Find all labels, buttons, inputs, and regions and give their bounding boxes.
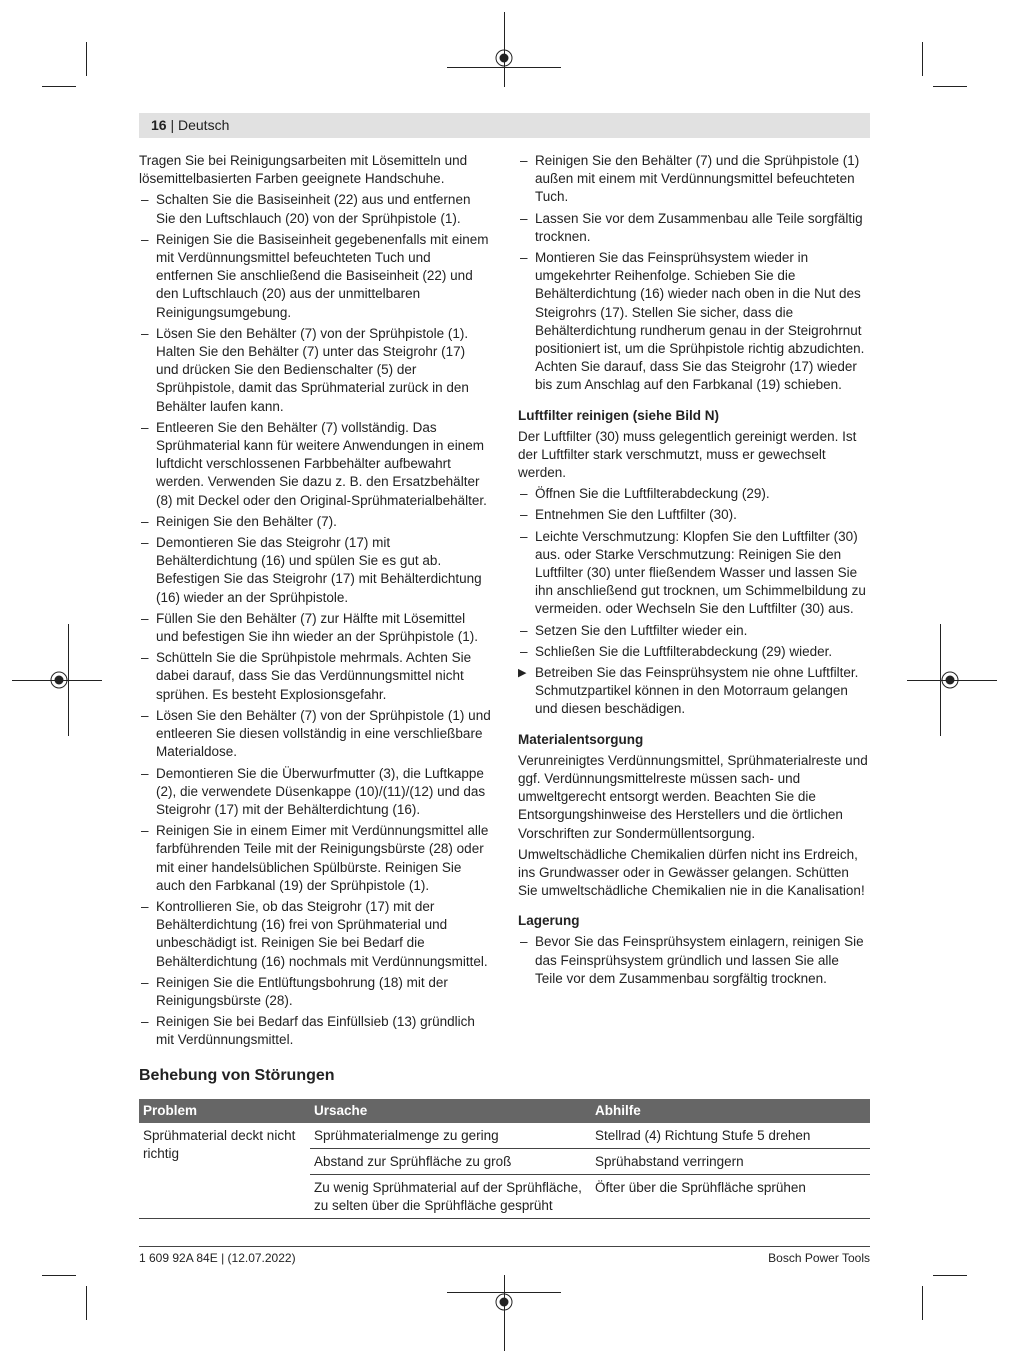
page-footer (139, 1246, 870, 1266)
list-item: – Reinigen Sie die Entlüftungsbohrung (18) mit der Reinigungsbürste (28). (139, 974, 491, 1010)
troubleshooting-table (139, 1099, 870, 1219)
problem-cell: Sprühmaterial deckt nicht richtig (139, 1123, 310, 1219)
registration-target-icon (495, 49, 513, 67)
disposal-paragraph: Umweltschädliche Chemikalien dürfen nicht ins Erdreich, ins Grundwasser oder in Gewässer gelangen. Schütten Sie umweltschädliche Chemikalien nie in die Kanalisation! (518, 846, 865, 899)
air-filter-intro: Der Luftfilter (30) muss gelegentlich gereinigt werden. Ist der Luftfilter stark verschmutzt, muss er gewechselt werden. (518, 428, 857, 481)
brand-name: Bosch Power Tools (768, 1251, 870, 1265)
list-item: – Lösen Sie den Behälter (7) von der Sprühpistole (1) und entleeren Sie diesen vollständig in eine verschließbare Materialdose. (139, 707, 491, 762)
troubleshooting-title: Behebung von Störungen (139, 1067, 335, 1084)
section-heading-storage: Lagerung (518, 913, 580, 929)
table-row (139, 1123, 870, 1149)
list-item: – Leichte Verschmutzung: Klopfen Sie den Luftfilter (30) aus. oder Starke Verschmutzung: Reinigen Sie den Luftfilter (30) unter fließendem Wasser und lassen Sie ihn anschließend gut trocknen, um Schimmelbildung zu vermeiden. oder Wechseln Sie den Luftfilter (30) aus. (518, 528, 870, 619)
remedy-cell: Öfter über die Sprühfläche sprühen (591, 1175, 870, 1219)
column-header: Ursache (310, 1099, 591, 1123)
registration-target-icon (495, 1293, 513, 1311)
registration-line (68, 624, 69, 736)
remedy-cell: Stellrad (4) Richtung Stufe 5 drehen (591, 1123, 870, 1149)
list-item: – Lösen Sie den Behälter (7) von der Sprühpistole (1). Halten Sie den Behälter (7) unter das Steigrohr (17) und drücken Sie den Bedienschalter (5) der Sprühpistole, damit das Sprühmaterial zurück in den Behälter laufen kann. (139, 325, 491, 416)
document-number: 1 609 92A 84E | (12.07.2022) (139, 1251, 296, 1265)
list-item: – Bevor Sie das Feinsprühsystem einlagern, reinigen Sie das Feinsprühsystem gründlich und lassen Sie alle Teile vor dem Zusammenbau sorgfältig trocknen. (518, 933, 870, 988)
registration-target-icon (941, 671, 959, 689)
crop-mark (933, 86, 967, 87)
right-column (518, 152, 870, 991)
cause-cell: Abstand zur Sprühfläche zu groß (310, 1149, 591, 1175)
remedy-cell: Sprühabstand verringern (591, 1149, 870, 1175)
warning-item: ▶ Betreiben Sie das Feinsprühsystem nie ohne Luftfilter. Schmutzpartikel können in den Motorraum gelangen und diesen beschädigen. (518, 664, 870, 719)
list-item: – Füllen Sie den Behälter (7) zur Hälfte mit Lösemittel und befestigen Sie ihn wieder an der Sprühpistole (1). (139, 610, 491, 646)
list-item: – Reinigen Sie in einem Eimer mit Verdünnungsmittel alle farbführenden Teile mit der Reinigungsbürste (28) oder mit einer handelsüblichen Spülbürste. Reinigen Sie auch den Farbkanal (19) der Sprühpistole (1). (139, 822, 491, 895)
list-item: – Entnehmen Sie den Luftfilter (30). (518, 506, 870, 524)
cause-cell: Sprühmaterialmenge zu gering (310, 1123, 591, 1149)
list-item: – Kontrollieren Sie, ob das Steigrohr (17) mit der Behälterdichtung (16) frei von Sprühmaterial und unbeschädigt ist. Reinigen Sie bei Bedarf die Behälterdichtung (16) nochmals mit Verdünnungsmittel. (139, 898, 491, 971)
list-item: – Montieren Sie das Feinsprühsystem wieder in umgekehrter Reihenfolge. Schieben Sie die Behälterdichtung (16) wieder nach oben in die Nut des Steigrohrs (17). Stellen Sie sicher, dass die Behälterdichtung rundherum genau in der Steigrohrnut positioniert ist, um die Sprühpistole richtig abzudichten. Achten Sie darauf, dass Sie das Steigrohr (17) wieder bis zum Anschlag auf den Farbkanal (19) schieben. (518, 249, 870, 395)
list-item: – Reinigen Sie den Behälter (7) und die Sprühpistole (1) außen mit einem mit Verdünnungsmittel befeuchteten Tuch. (518, 152, 870, 207)
left-column (139, 152, 491, 1053)
list-item: – Reinigen Sie bei Bedarf das Einfüllsieb (13) gründlich mit Verdünnungsmittel. (139, 1013, 491, 1049)
table-header-row (139, 1099, 870, 1123)
crop-mark (42, 1275, 76, 1276)
section-name: | Deutsch (170, 117, 230, 133)
list-item: – Reinigen Sie den Behälter (7). (139, 513, 491, 531)
intro-paragraph: Tragen Sie bei Reinigungsarbeiten mit Lösemitteln und lösemittelbasierten Farben geeignete Handschuhe. (139, 153, 468, 187)
crop-mark (922, 42, 923, 76)
page-header (139, 113, 870, 138)
section-heading-disposal: Materialentsorgung (518, 731, 644, 747)
crop-mark (42, 86, 76, 87)
crop-mark (933, 1275, 967, 1276)
list-item: – Lassen Sie vor dem Zusammenbau alle Teile sorgfältig trocknen. (518, 210, 870, 246)
list-item: – Entleeren Sie den Behälter (7) vollständig. Das Sprühmaterial kann für weitere Anwendungen in einem luftdicht verschlossenen Farbbehälter aufbewahrt werden. Verwenden Sie dazu z. B. den Ersatzbehälter (8) mit Deckel oder den Original-Sprühmaterialbehälter. (139, 419, 491, 510)
list-item: – Demontieren Sie die Überwurfmutter (3), die Luftkappe (2), die verwendete Düsenkappe (10)/(11)/(12) und das Steigrohr (17) mit der Behälterdichtung (16). (139, 765, 491, 820)
assembly-steps-list (518, 152, 870, 395)
crop-mark (922, 1286, 923, 1320)
registration-target-icon (50, 671, 68, 689)
list-item: – Schütteln Sie die Sprühpistole mehrmals. Achten Sie dabei darauf, dass Sie das Verdünnungsmittel nicht sprühen. Es besteht Explosionsgefahr. (139, 649, 491, 704)
page-number: 16 (151, 117, 167, 133)
disposal-paragraph: Verunreinigtes Verdünnungsmittel, Sprühmaterialreste und ggf. Verdünnungsmittelreste müssen sach- und umweltgerecht entsorgt werden. Beachten Sie die Entsorgungshinweise des Herstellers und die örtlichen Vorschriften zur Sondermüllentsorgung. (518, 752, 868, 841)
cause-cell: Zu wenig Sprühmaterial auf der Sprühfläche, zu selten über die Sprühfläche gesprüht (310, 1175, 591, 1219)
crop-mark (86, 1286, 87, 1320)
list-item: – Schalten Sie die Basiseinheit (22) aus und entfernen Sie den Luftschlauch (20) von der Sprühpistole (1). (139, 191, 491, 227)
column-header: Problem (139, 1099, 310, 1123)
list-item: – Schließen Sie die Luftfilterabdeckung (29) wieder. (518, 643, 870, 661)
column-header: Abhilfe (591, 1099, 870, 1123)
section-heading-air-filter: Luftfilter reinigen (siehe Bild N) (518, 407, 720, 423)
air-filter-steps-list (518, 485, 870, 718)
list-item: – Reinigen Sie die Basiseinheit gegebenenfalls mit einem mit Verdünnungsmittel befeuchteten Tuch und entfernen Sie anschließend die Basiseinheit (22) und den Luftschlauch (20) aus der unmittelbaren Reinigungsumgebung. (139, 231, 491, 322)
registration-line (504, 1275, 505, 1351)
cleaning-steps-list (139, 191, 491, 1049)
storage-list (518, 933, 870, 988)
list-item: – Demontieren Sie das Steigrohr (17) mit Behälterdichtung (16) und spülen Sie es gut ab. Befestigen Sie das Steigrohr (17) mit Behälterdichtung (16) wieder an der Sprühpistole. (139, 534, 491, 607)
list-item: – Setzen Sie den Luftfilter wieder ein. (518, 622, 870, 640)
list-item: – Öffnen Sie die Luftfilterabdeckung (29). (518, 485, 870, 503)
crop-mark (86, 42, 87, 76)
